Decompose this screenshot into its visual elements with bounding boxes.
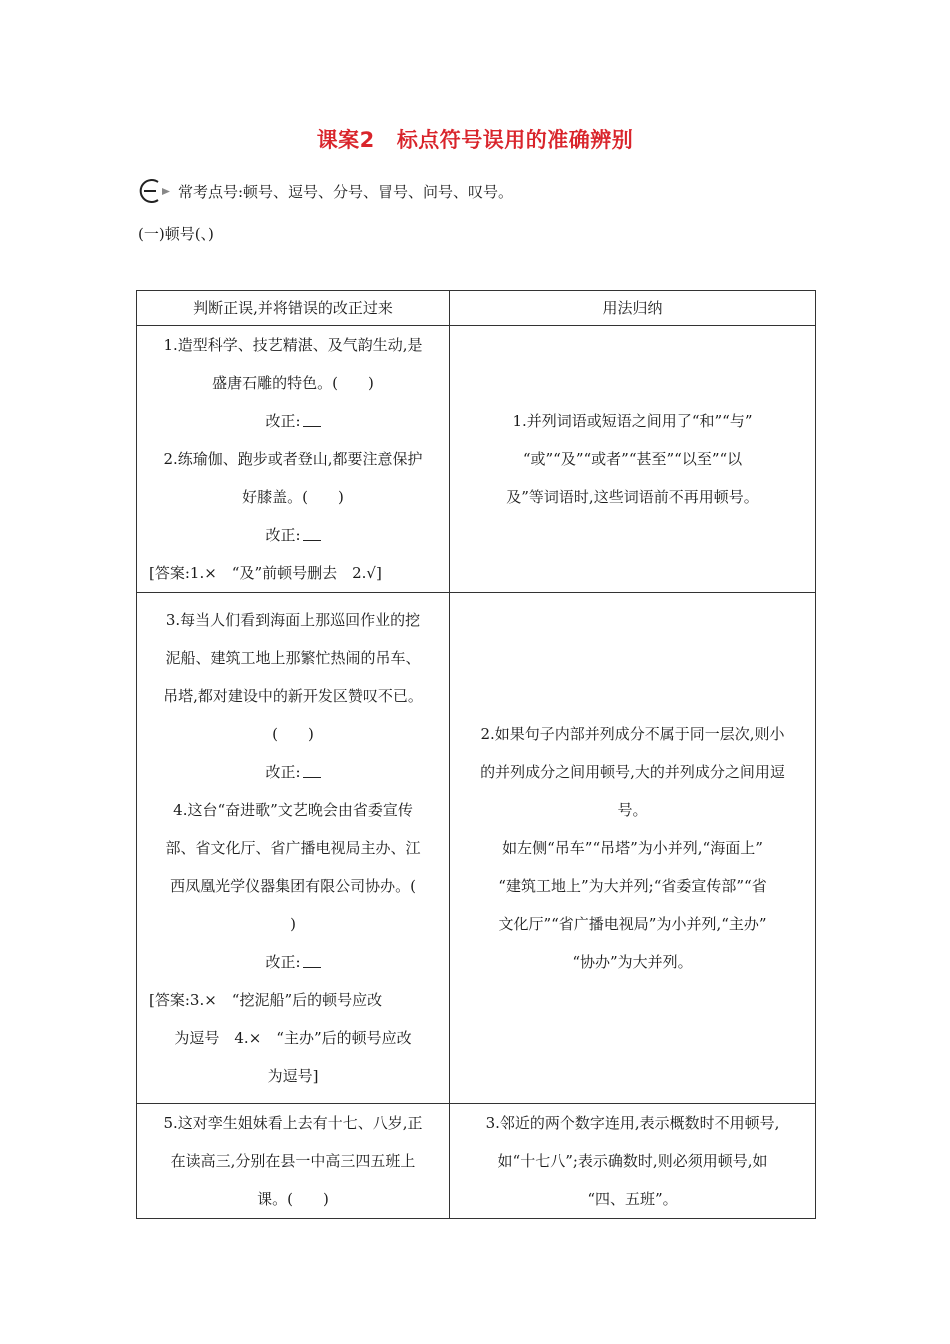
question-3-line-4: ( ) — [272, 725, 314, 743]
usage-cell — [450, 326, 816, 593]
question-4-line-1: 4.这台“奋进歌”文艺晚会由省委宣传 — [173, 801, 413, 819]
header-usage: 用法归纳 — [450, 291, 816, 326]
page-title — [0, 124, 950, 154]
correction-blank[interactable] — [303, 763, 321, 778]
question-3-line-3: 吊塔,都对建设中的新开发区赞叹不已。 — [163, 687, 423, 705]
usage-line: “四、五班”。 — [587, 1190, 678, 1208]
punctuation-table — [136, 290, 816, 1219]
correction-label: 改正: — [265, 763, 301, 781]
question-1-line-2: 盛唐石雕的特色。( ) — [212, 374, 374, 392]
question-3-line-1: 3.每当人们看到海面上那巡回作业的挖 — [165, 611, 421, 629]
table-row — [137, 326, 816, 593]
correction-label: 改正: — [265, 526, 301, 544]
usage-line: 及”等词语时,这些词语前不再用顿号。 — [506, 488, 759, 506]
key-points-line — [138, 176, 513, 206]
correction-blank[interactable] — [303, 412, 321, 427]
usage-line: “或”“及”“或者”“甚至”“以至”“以 — [522, 450, 743, 468]
correction-1 — [149, 402, 437, 440]
question-2-line-2: 好膝盖。( ) — [242, 488, 344, 506]
circle-minus-arrow-icon — [138, 176, 174, 206]
question-5-line-3: 课。( ) — [257, 1190, 329, 1208]
question-4-line-4: ) — [290, 915, 296, 933]
key-points-text: 常考点号:顿号、逗号、分号、冒号、问号、叹号。 — [178, 182, 514, 201]
title-prefix: 课案2 — [316, 128, 375, 152]
header-judge: 判断正误,并将错误的改正过来 — [137, 291, 450, 326]
usage-cell — [450, 593, 816, 1104]
usage-line: “建筑工地上”为大并列;“省委宣传部”“省 — [498, 877, 767, 895]
usage-cell — [450, 1104, 816, 1219]
answer-1-2: [答案:1.× “及”前顿号删去 2.√] — [149, 564, 382, 582]
question-3-line-2: 泥船、建筑工地上那繁忙热闹的吊车、 — [165, 649, 421, 667]
question-4-line-2: 部、省文化厅、省广播电视局主办、江 — [165, 839, 421, 857]
correction-label: 改正: — [265, 953, 301, 971]
correction-3 — [149, 753, 437, 791]
correction-4 — [149, 943, 437, 981]
correction-blank[interactable] — [303, 953, 321, 968]
usage-line: “协办”为大并列。 — [572, 953, 693, 971]
question-2-line-1: 2.练瑜伽、跑步或者登山,都要注意保护 — [163, 450, 423, 468]
answer-3-4-line-1: [答案:3.× “挖泥船”后的顿号应改 — [149, 991, 383, 1009]
table-row — [137, 593, 816, 1104]
usage-line: 2.如果句子内部并列成分不属于同一层次,则小 — [480, 725, 785, 743]
title-text: 标点符号误用的准确辨别 — [396, 128, 634, 152]
exercise-cell — [137, 1104, 450, 1219]
correction-label: 改正: — [265, 412, 301, 430]
question-1-line-1: 1.造型科学、技艺精湛、及气韵生动,是 — [163, 336, 423, 354]
usage-line: 号。 — [617, 801, 648, 819]
question-5-line-1: 5.这对孪生姐妹看上去有十七、八岁,正 — [163, 1114, 423, 1132]
usage-line: 文化厅”“省广播电视局”为小并列,“主办” — [498, 915, 767, 933]
answer-3-4-line-3: 为逗号] — [267, 1067, 319, 1085]
exercise-cell — [137, 593, 450, 1104]
usage-line: 如左侧“吊车”“吊塔”为小并列,“海面上” — [502, 839, 763, 857]
usage-line: 1.并列词语或短语之间用了“和”“与” — [512, 412, 753, 430]
answer-3-4-line-2: 为逗号 4.× “主办”后的顿号应改 — [174, 1029, 412, 1047]
usage-line: 如“十七八”;表示确数时,则必须用顿号,如 — [497, 1152, 768, 1170]
correction-blank[interactable] — [303, 526, 321, 541]
usage-line: 3.邻近的两个数字连用,表示概数时不用顿号, — [485, 1114, 780, 1132]
question-4-line-3: 西凤凰光学仪器集团有限公司协办。( — [170, 877, 416, 895]
usage-line: 的并列成分之间用顿号,大的并列成分之间用逗 — [480, 763, 785, 781]
exercise-cell — [137, 326, 450, 593]
question-5-line-2: 在读高三,分别在县一中高三四五班上 — [170, 1152, 416, 1170]
table-row — [137, 1104, 816, 1219]
table-header-row — [137, 291, 816, 326]
correction-2 — [149, 516, 437, 554]
section-heading: (一)顿号(、) — [138, 225, 214, 243]
